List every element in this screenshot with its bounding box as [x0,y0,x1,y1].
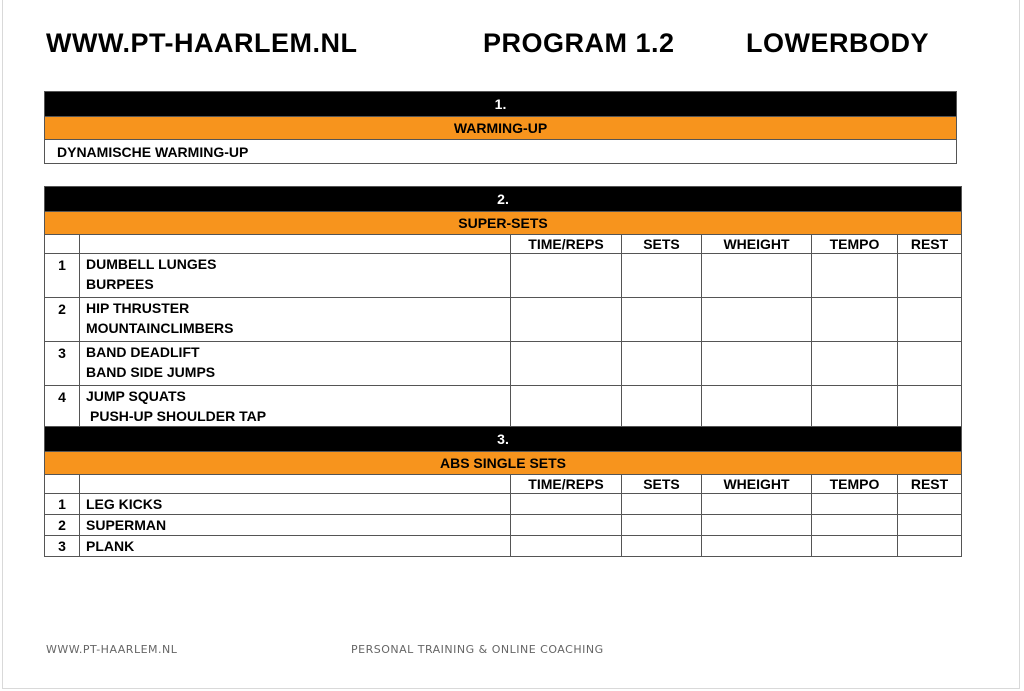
col-sets: SETS [622,235,702,254]
blank-header-cell [45,475,80,494]
tempo-cell[interactable] [812,515,898,536]
rest-cell[interactable] [898,515,962,536]
rest-cell[interactable] [898,386,962,430]
exercise-name: LEG KICKS [80,494,511,515]
weight-cell[interactable] [702,386,812,430]
rest-cell[interactable] [898,254,962,298]
exercise-cell [80,342,511,386]
col-rest: REST [898,475,962,494]
time-reps-cell[interactable] [511,254,622,298]
table-row [45,536,962,557]
abs-table [44,426,962,557]
exercise-name: PUSH-UP SHOULDER TAP [90,408,267,424]
weight-cell[interactable] [702,515,812,536]
col-rest: REST [898,235,962,254]
exercise-name: BAND SIDE JUMPS [86,364,216,380]
time-reps-cell[interactable] [511,386,622,430]
row-number: 2 [45,515,80,536]
sets-cell[interactable] [622,342,702,386]
exercise-name: DUMBELL LUNGES [86,256,217,272]
warmup-table [44,91,957,164]
section-number: 2. [45,187,962,212]
page-header [46,28,1024,62]
weight-cell[interactable] [702,536,812,557]
supersets-table [44,186,962,430]
time-reps-cell[interactable] [511,515,622,536]
col-sets: SETS [622,475,702,494]
exercise-cell [80,254,511,298]
table-row [45,494,962,515]
time-reps-cell[interactable] [511,298,622,342]
program-title: PROGRAM 1.2 [483,28,675,58]
row-number: 4 [45,386,80,430]
exercise-name: BURPEES [86,276,154,292]
sets-cell[interactable] [622,298,702,342]
blank-header-cell [45,235,80,254]
rest-cell[interactable] [898,536,962,557]
tempo-cell[interactable] [812,494,898,515]
col-tempo: TEMPO [812,235,898,254]
row-number: 3 [45,342,80,386]
exercise-cell [80,298,511,342]
table-row [45,515,962,536]
section-number: 3. [45,427,962,452]
site-title: WWW.PT-HAARLEM.NL [46,28,358,58]
blank-header-cell [80,475,511,494]
table-row [45,386,962,430]
rest-cell[interactable] [898,494,962,515]
col-time-reps: TIME/REPS [511,475,622,494]
body-part-title: LOWERBODY [746,28,929,58]
col-time-reps: TIME/REPS [511,235,622,254]
section-title: WARMING-UP [45,117,957,140]
tempo-cell[interactable] [812,536,898,557]
table-row [45,254,962,298]
time-reps-cell[interactable] [511,536,622,557]
sets-cell[interactable] [622,536,702,557]
sets-cell[interactable] [622,515,702,536]
exercise-name: JUMP SQUATS [86,388,186,404]
sets-cell[interactable] [622,254,702,298]
footer-tagline: PERSONAL TRAINING & ONLINE COACHING [351,643,604,656]
col-weight: WHEIGHT [702,475,812,494]
rest-cell[interactable] [898,342,962,386]
exercise-name: MOUNTAINCLIMBERS [86,320,234,336]
time-reps-cell[interactable] [511,342,622,386]
tempo-cell[interactable] [812,298,898,342]
section-title: ABS SINGLE SETS [45,452,962,475]
col-weight: WHEIGHT [702,235,812,254]
row-number: 1 [45,494,80,515]
sets-cell[interactable] [622,386,702,430]
weight-cell[interactable] [702,494,812,515]
exercise-name: SUPERMAN [80,515,511,536]
weight-cell[interactable] [702,342,812,386]
col-tempo: TEMPO [812,475,898,494]
row-number: 2 [45,298,80,342]
section-number: 1. [45,92,957,117]
footer-site: WWW.PT-HAARLEM.NL [46,643,178,656]
time-reps-cell[interactable] [511,494,622,515]
tempo-cell[interactable] [812,342,898,386]
row-number: 3 [45,536,80,557]
table-row [45,342,962,386]
weight-cell[interactable] [702,254,812,298]
section-title: SUPER-SETS [45,212,962,235]
weight-cell[interactable] [702,298,812,342]
tempo-cell[interactable] [812,386,898,430]
blank-header-cell [80,235,511,254]
rest-cell[interactable] [898,298,962,342]
table-row [45,298,962,342]
exercise-cell [80,386,511,430]
row-number: 1 [45,254,80,298]
exercise-name: BAND DEADLIFT [86,344,200,360]
sets-cell[interactable] [622,494,702,515]
warmup-item: DYNAMISCHE WARMING-UP [45,140,957,164]
exercise-name: PLANK [80,536,511,557]
tempo-cell[interactable] [812,254,898,298]
exercise-name: HIP THRUSTER [86,300,190,316]
